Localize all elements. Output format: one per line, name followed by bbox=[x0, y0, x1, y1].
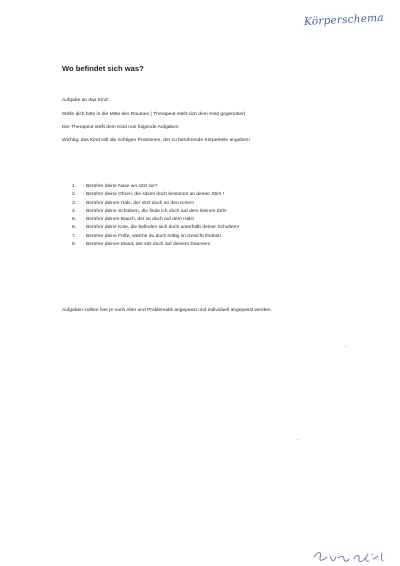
list-item bbox=[72, 241, 372, 249]
list-item bbox=[72, 191, 372, 199]
list-item bbox=[72, 216, 372, 224]
list-item bbox=[72, 200, 372, 208]
instruction-2: Der Therapeut stellt dem Kind nun folgende Aufgaben bbox=[62, 125, 179, 130]
list-item-text: Berühre deine Nase wo sitzt sie? bbox=[86, 184, 158, 189]
list-item-text: Berühre deine Schultern, die finde ich doch auf dem kleinen Zeh! bbox=[86, 208, 227, 214]
list-item-number: 2. bbox=[72, 192, 77, 198]
list-item-number: 4. bbox=[72, 208, 77, 214]
list-item-number: 7. bbox=[72, 233, 77, 239]
list-item-text: Berühre deine Knie, die befinden sich doch unterhalb deiner Schultern! bbox=[86, 225, 240, 231]
list-item bbox=[72, 183, 372, 191]
list-item-text: Berühre deine Füße, welche du doch mittig im Gesicht findest! bbox=[86, 233, 221, 239]
signature-scribble bbox=[312, 548, 392, 566]
handwritten-title: Körperschema bbox=[304, 11, 385, 29]
list-item-number: 1. bbox=[72, 184, 77, 189]
document-title: Wo befindet sich was? bbox=[62, 64, 144, 73]
list-item-text: Berühre deinen Bauch, der ist doch auf dem Hals! bbox=[86, 217, 195, 223]
instruction-3: Wichtig: das Kind soll die richtigen Positionen, der zu berührende Körperteile angeben! bbox=[62, 138, 250, 143]
task-block bbox=[62, 98, 382, 151]
list-item-text: Berühre deine Ohren, die sitzen doch bestimmt an deiner Stirn ! bbox=[86, 192, 225, 198]
list-item-number: 8. bbox=[72, 242, 77, 248]
list-item bbox=[72, 233, 372, 241]
scan-speck bbox=[345, 346, 346, 347]
list-item bbox=[72, 208, 372, 216]
task-list bbox=[72, 183, 372, 249]
scan-speck bbox=[297, 439, 298, 440]
list-item-number: 6. bbox=[72, 225, 77, 231]
list-item-text: Berühre deinen Mund, der sitz doch auf deinem Daumen! bbox=[86, 242, 211, 248]
list-item-number: 5. bbox=[72, 217, 77, 223]
footer-note: Aufgaben sollten hier je nach Alter und Problematik angepasst und individuell angepasst werden. bbox=[62, 308, 272, 313]
task-label: Aufgabe an das Kind: bbox=[62, 98, 109, 103]
list-item-number: 3. bbox=[72, 200, 77, 206]
list-item-text: Berühre deinen Hals, der sitzt doch an den Knien! bbox=[86, 200, 194, 206]
instruction-1: Stelle dich bitte in die Mitte des Raumes ( Therapeut stellt sich dem Kind gegenüber) bbox=[62, 112, 246, 117]
list-item bbox=[72, 224, 372, 232]
